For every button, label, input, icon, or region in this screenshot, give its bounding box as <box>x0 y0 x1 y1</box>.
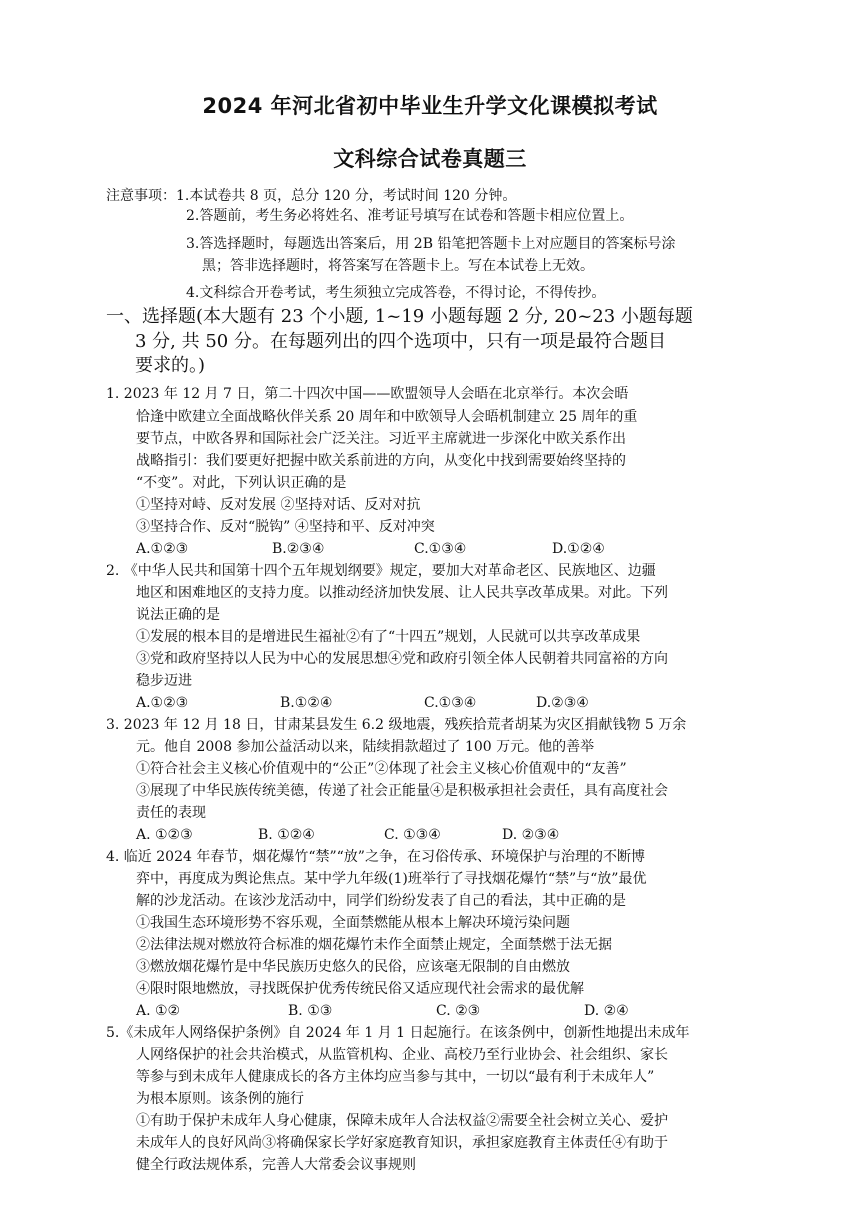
notice-item: 2.答题前，考生务必将姓名、准考证号填写在试卷和答题卡相应位置上。 <box>186 208 634 224</box>
question-1-option-b: B.②③④ <box>272 541 325 557</box>
section-heading: 一、选择题(本大题有 23 个小题, 1~19 小题每题 2 分, 20~23 小题每题 <box>106 306 693 327</box>
question-4-statement: ①我国生态环境形势不容乐观，全面禁燃能从根本上解决环境污染问题 <box>136 915 570 931</box>
question-1-text: “不变”。对此，下列认识正确的是 <box>136 475 347 491</box>
question-5-statement: 健全行政法规体系，完善人大常委会议事规则 <box>136 1157 416 1173</box>
question-2-text: 地区和困难地区的支持力度。以推动经济加快发展、让人民共享改革成果。对此。下列 <box>136 585 668 601</box>
question-2-statement: ①发展的根本目的是增进民生福祉②有了“十四五”规划，人民就可以共享改革成果 <box>136 629 641 645</box>
notice-item: 4.文科综合开卷考试，考生须独立完成答卷，不得讨论，不得传抄。 <box>186 285 606 301</box>
exam-subtitle: 文科综合试卷真题三 <box>333 147 527 171</box>
question-5-statement: 未成年人的良好风尚③将确保家长学好家庭教育知识，承担家庭教育主体责任④有助于 <box>136 1135 668 1151</box>
notice-label: 注意事项： <box>106 188 176 204</box>
question-5-text: 5.《未成年人网络保护条例》自 2024 年 1 月 1 日起施行。在该条例中，创新性地提出未成年 <box>106 1025 690 1041</box>
question-1-text: 战略指引：我们要更好把握中欧关系前进的方向，从变化中找到需要始终坚持的 <box>136 453 626 469</box>
question-1-option-d: D.①②④ <box>552 541 605 557</box>
question-2-text: 说法正确的是 <box>136 607 220 623</box>
question-1-option-a: A.①②③ <box>136 541 189 557</box>
question-3-statement: ①符合社会主义核心价值观中的“公正”②体现了社会主义核心价值观中的“友善” <box>136 761 627 777</box>
question-3-option-b: B. ①②④ <box>258 827 315 843</box>
question-4-statement: ④限时限地燃放，寻找既保护优秀传统民俗又适应现代社会需求的最优解 <box>136 981 584 997</box>
question-2-text: 2. 《中华人民共和国第十四个五年规划纲要》规定，要加大对革命老区、民族地区、边疆 <box>106 563 656 579</box>
section-heading: 要求的。) <box>135 355 206 376</box>
question-3-option-c: C. ①③④ <box>384 827 441 843</box>
question-4-option-c: C. ②③ <box>436 1003 481 1019</box>
question-3-text: 3. 2023 年 12 月 18 日，甘肃某县发生 6.2 级地震，残疾拾荒者胡某为灾区捐献钱物 5 万余 <box>106 717 687 733</box>
question-1-text: 恰逢中欧建立全面战略伙伴关系 20 周年和中欧领导人会晤机制建立 25 周年的重 <box>136 409 638 425</box>
notice-item: 1.本试卷共 8 页，总分 120 分，考试时间 120 分钟。 <box>176 188 517 204</box>
question-2-option-c: C.①③④ <box>424 695 477 711</box>
question-5-statement: ①有助于保护未成年人身心健康，保障未成年人合法权益②需要全社会树立关心、爱护 <box>136 1113 668 1129</box>
question-2-statement: ③党和政府坚持以人民为中心的发展思想④党和政府引领全体人民朝着共同富裕的方向 <box>136 651 668 667</box>
question-4-option-b: B. ①③ <box>288 1003 333 1019</box>
question-5-text: 人网络保护的社会共治模式，从监管机构、企业、高校乃至行业协会、社会组织、家长 <box>136 1047 668 1063</box>
question-1-option-c: C.①③④ <box>414 541 467 557</box>
notice-item: 3.答选择题时，每题选出答案后，用 2B 铅笔把答题卡上对应题目的答案标号涂 <box>186 236 676 252</box>
question-5-text: 为根本原则。该条例的施行 <box>136 1091 304 1107</box>
question-4-text: 解的沙龙活动。在该沙龙活动中，同学们纷纷发表了自己的看法，其中正确的是 <box>136 893 626 909</box>
exam-title: 2024 年河北省初中毕业生升学文化课模拟考试 <box>202 94 658 118</box>
question-4-text: 4. 临近 2024 年春节，烟花爆竹“禁”“放”之争，在习俗传承、环境保护与治理的不断博 <box>106 849 645 865</box>
question-3-option-a: A. ①②③ <box>136 827 193 843</box>
question-3-statement: ③展现了中华民族传统美德，传递了社会正能量④是积极承担社会责任，具有高度社会 <box>136 783 668 799</box>
question-1-text: 要节点，中欧各界和国际社会广泛关注。习近平主席就进一步深化中欧关系作出 <box>136 431 626 447</box>
question-4-statement: ③燃放烟花爆竹是中华民族历史悠久的民俗，应该毫无限制的自由燃放 <box>136 959 570 975</box>
question-2-option-d: D.②③④ <box>536 695 589 711</box>
question-4-option-a: A. ①② <box>136 1003 181 1019</box>
question-3-option-d: D. ②③④ <box>502 827 560 843</box>
question-4-statement: ②法律法规对燃放符合标准的烟花爆竹未作全面禁止规定，全面禁燃于法无据 <box>136 937 612 953</box>
question-4-option-d: D. ②④ <box>584 1003 629 1019</box>
section-heading: 3 分, 共 50 分。在每题列出的四个选项中，只有一项是最符合题目 <box>135 331 666 352</box>
notice-item: 黑；答非选择题时，将答案写在答题卡上。写在本试卷上无效。 <box>202 258 594 274</box>
question-1-text: 1. 2023 年 12 月 7 日，第二十四次中国——欧盟领导人会晤在北京举行。本次会晤 <box>106 386 629 402</box>
question-3-text: 元。他自 2008 参加公益活动以来，陆续捐款超过了 100 万元。他的善举 <box>136 739 595 755</box>
question-2-statement: 稳步迈进 <box>136 673 192 689</box>
question-3-statement: 责任的表现 <box>136 805 206 821</box>
question-1-statement: ①坚持对峙、反对发展 ②坚持对话、反对对抗 <box>136 497 421 513</box>
question-5-text: 等参与到未成年人健康成长的各方主体均应当参与其中，一切以“最有利于未成年人” <box>136 1069 655 1085</box>
question-1-statement: ③坚持合作、反对“脱钩” ④坚持和平、反对冲突 <box>136 519 435 535</box>
question-4-text: 弈中，再度成为舆论焦点。某中学九年级(1)班举行了寻找烟花爆竹“禁”与“放”最优 <box>136 871 647 887</box>
question-2-option-a: A.①②③ <box>136 695 189 711</box>
question-2-option-b: B.①②④ <box>280 695 333 711</box>
